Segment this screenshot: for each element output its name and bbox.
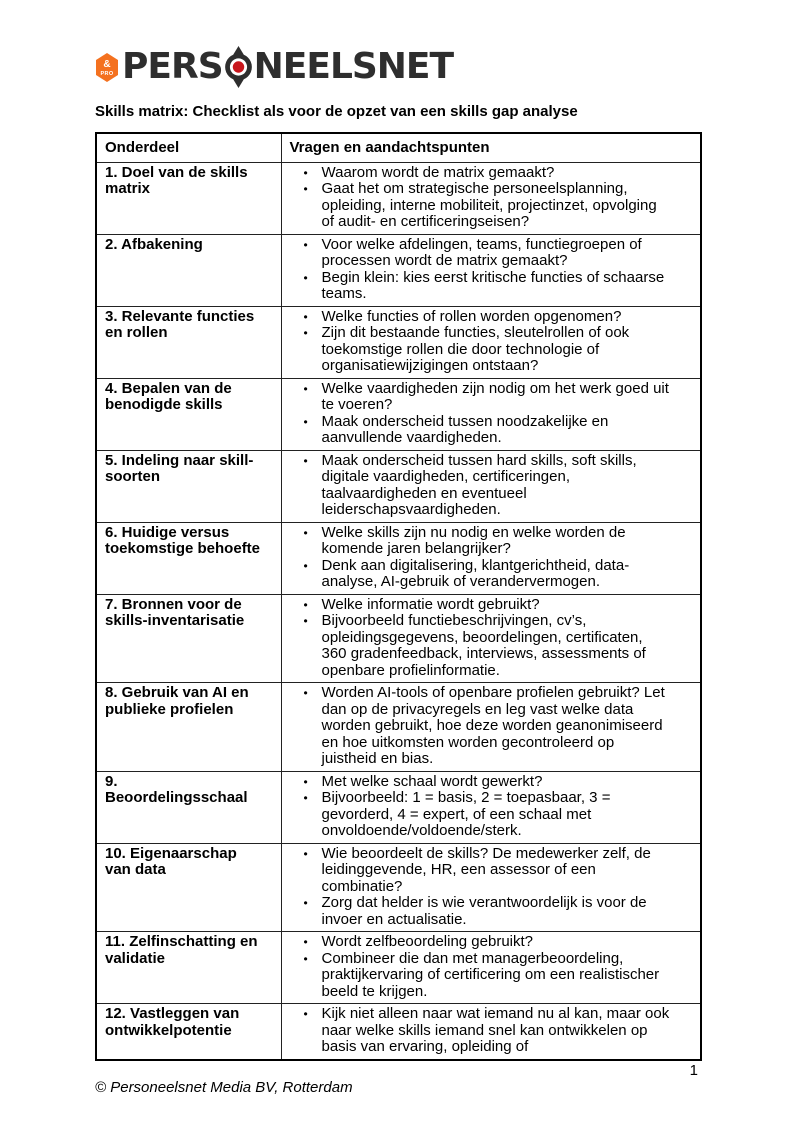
row-points [282,381,671,447]
table-row [96,1004,701,1060]
bullet-point [282,934,671,951]
pro-badge-hexagon-icon [95,53,119,82]
row-onderdeel-cell: 4. Bepalen van de benodigde skills [96,378,281,450]
bullet-point [282,790,671,840]
bullet-icon: • [303,774,308,789]
col-header-onderdeel: Onderdeel [96,133,281,162]
row-points [282,934,671,1000]
bullet-point [282,846,671,896]
row-onderdeel-cell: 2. Afbakening [96,234,281,306]
bullet-icon: • [303,614,308,628]
bullet-icon: • [303,525,308,540]
bullet-point [282,525,671,558]
bullet-point [282,685,671,768]
bullet-text: Wordt zelfbeoordeling gebruikt? [321,933,534,950]
table-row [96,234,701,306]
table-row [96,162,701,234]
table-row [96,450,701,522]
bullet-point [282,414,671,447]
bullet-text: Bijvoorbeeld: 1 = basis, 2 = toepasbaar, 3 = gevorderd, 4 = expert, of een schaal met onvoldoende/voldoende/sterk. [321,789,611,839]
bullet-point [282,181,671,231]
row-onderdeel-cell: 5. Indeling naar skill-soorten [96,450,281,522]
bullet-point [282,270,671,303]
bullet-icon: • [303,326,308,340]
bullet-text: Maak onderscheid tussen hard skills, soft skills, digitale vaardigheden, certificeringen, taalvaardigheden en eventueel leiderschapsvaardigheden. [321,451,637,518]
bullet-text: Bijvoorbeeld functiebeschrijvingen, cv’s, opleidingsgegevens, beoordelingen, certificaten, 360 gradenfeedback, interviews, assessments of openbare profielinformatie. [321,612,646,679]
bullet-icon: • [303,453,308,468]
row-points [282,774,671,840]
table-header-row [96,133,701,162]
table-row [96,306,701,378]
row-onderdeel-cell: 3. Relevante functies en rollen [96,306,281,378]
bullet-icon: • [303,165,308,180]
row-points [282,309,671,375]
row-points-cell [281,1004,701,1060]
bullet-text: Maak onderscheid tussen noodzakelijke en aanvullende vaardigheden. [321,412,609,446]
row-onderdeel-cell: 1. Doel van de skills matrix [96,162,281,234]
table-row [96,683,701,772]
bullet-text: Zorg dat helder is wie verantwoordelijk is voor de invoer en actualisatie. [321,894,647,928]
row-points-cell [281,234,701,306]
bullet-icon: • [303,1007,308,1021]
row-points [282,1006,671,1056]
bullet-text: Voor welke afdelingen, teams, functiegroepen of processen wordt de matrix gemaakt? [321,235,642,269]
row-points-cell [281,594,701,683]
bullet-text: Waarom wordt de matrix gemaakt? [321,163,555,181]
bullet-text: Met welke schaal wordt gewerkt? [321,772,543,790]
bullet-icon: • [303,237,308,252]
brand-text-pre: PERS [122,46,223,87]
row-points-cell [281,843,701,932]
brand-wordmark [122,46,453,88]
table-row [96,378,701,450]
bullet-icon: • [303,846,308,861]
bullet-icon: • [303,686,308,700]
bullet-icon: • [303,951,308,966]
bullet-point [282,325,671,375]
bullet-text: Wie beoordeelt de skills? De medewerker zelf, de leidinggevende, HR, een assessor of een combinatie? [321,844,651,895]
row-onderdeel-cell: 8. Gebruik van AI en publieke profielen [96,683,281,772]
bullet-point [282,1006,671,1056]
row-onderdeel-cell: 9. Beoordelingsschaal [96,771,281,843]
bullet-point [282,558,671,591]
row-onderdeel-cell: 12. Vastleggen van ontwikkelpotentie [96,1004,281,1060]
checklist-table [95,132,702,1061]
row-points-cell [281,450,701,522]
row-points [282,597,671,680]
row-onderdeel-cell: 10. Eigenaarschap van data [96,843,281,932]
bullet-point [282,381,671,414]
copyright-line: © Personeelsnet Media BV, Rotterdam [95,1078,353,1096]
row-points [282,453,671,519]
bullet-text: Welke skills zijn nu nodig en welke worden de komende jaren belangrijker? [321,523,626,557]
bullet-point [282,951,671,1001]
row-points-cell [281,522,701,594]
page-number: 1 [689,1061,698,1079]
page-title: Skills matrix: Checklist als voor de opzet van een skills gap analyse [95,103,578,120]
bullet-point [282,453,671,519]
bullet-icon: • [303,597,308,612]
bullet-text: Gaat het om strategische personeelsplanning, opleiding, interne mobiliteit, projectinzet, opvolging of audit- en certificeringseisen? [321,180,657,230]
table-row [96,522,701,594]
bullet-point [282,165,671,182]
bullet-text: Welke vaardigheden zijn nodig om het werk goed uit te voeren? [321,379,669,413]
table-row [96,594,701,683]
row-points [282,237,671,303]
bullet-text: Zijn dit bestaande functies, sleutelrollen of ook toekomstige rollen die door technologie of organisatiewijzigingen ontstaan? [321,324,630,374]
bullet-text: Welke informatie wordt gebruikt? [321,595,540,613]
row-points [282,846,671,929]
row-points-cell [281,771,701,843]
brand-text-post: NEELSNET [253,46,454,87]
row-onderdeel-cell: 7. Bronnen voor de skills-inventarisatie [96,594,281,683]
pro-badge-label: PRO [100,70,114,77]
page-footer [95,1063,700,1096]
table-row [96,771,701,843]
bullet-point [282,309,671,326]
brand-logo [95,46,700,88]
bullet-icon: • [303,935,308,949]
row-points [282,165,671,231]
bullet-point [282,613,671,679]
bullet-icon: • [303,414,308,429]
row-points-cell [281,378,701,450]
bullet-text: Kijk niet alleen naar wat iemand nu al kan, maar ook naar welke skills iemand snel kan ontwikkelen op basis van ervaring, opleiding of [321,1005,670,1055]
bullet-point [282,895,671,928]
bullet-text: Begin klein: kies eerst kritische functies of schaarse teams. [321,268,665,302]
row-points-cell [281,162,701,234]
bullet-icon: • [303,896,308,910]
bullet-point [282,597,671,614]
bullet-icon: • [303,182,308,196]
table-row [96,932,701,1004]
bullet-icon: • [303,270,308,285]
bullet-icon: • [303,558,308,573]
table-row [96,843,701,932]
bullet-icon: • [303,381,308,396]
bullet-text: Combineer die dan met managerbeoordeling, praktijkervaring of certificering om een realistischer beeld te krijgen. [321,949,660,1000]
bullet-text: Worden AI-tools of openbare profielen gebruikt? Let dan op de privacyregels en leg vast welke data worden gebruikt, hoe deze worden geanonimiseerd en hoe uitkomsten worden gecontroleerd op juistheid en bias. [321,684,665,767]
bullet-point [282,237,671,270]
row-points [282,685,671,768]
row-points [282,525,671,591]
row-points-cell [281,306,701,378]
pro-badge-amp: & [103,58,111,70]
row-onderdeel-cell: 11. Zelfinschatting en validatie [96,932,281,1004]
bullet-text: Denk aan digitalisering, klantgerichtheid, data-analyse, AI-gebruik of verandervermogen. [321,556,630,590]
row-onderdeel-cell: 6. Huidige versus toekomstige behoefte [96,522,281,594]
bullet-icon: • [303,309,308,324]
row-points-cell [281,932,701,1004]
logo-o-pin-icon [224,46,253,88]
bullet-text: Welke functies of rollen worden opgenomen? [321,307,622,325]
bullet-point [282,774,671,791]
bullet-icon: • [303,791,308,805]
col-header-vragen: Vragen en aandachtspunten [281,133,701,162]
row-points-cell [281,683,701,772]
